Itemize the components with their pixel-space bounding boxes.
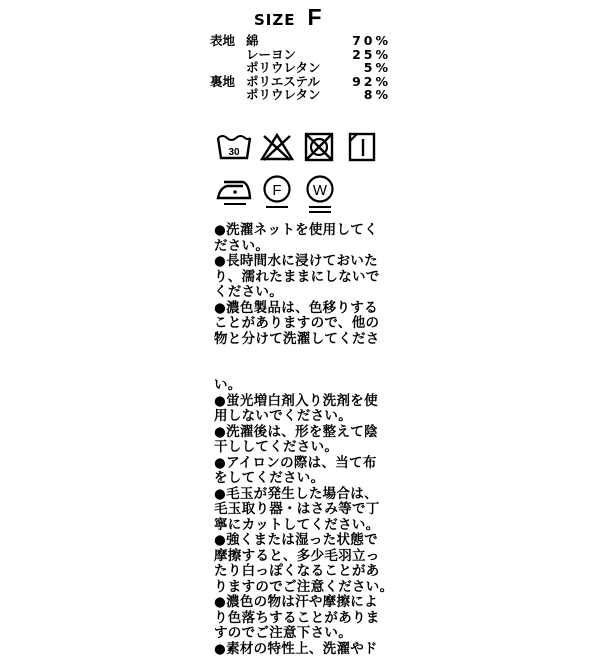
note-line: 用しないでください。 [214, 409, 386, 425]
note-line: 寧にカットしてください。 [214, 518, 386, 534]
fabric-percent: 25% [352, 48, 391, 62]
fabric-row [210, 34, 388, 48]
care-notes-top [214, 223, 386, 347]
fabric-material: ポリウレタン [246, 61, 364, 75]
fabric-material: ポリエステル [246, 75, 352, 89]
note-line: 摩擦すると、多少毛羽立っ [214, 549, 386, 565]
fabric-percent: 8% [364, 88, 391, 102]
fabric-percent: 70% [352, 34, 391, 48]
fabric-row [210, 88, 388, 102]
note-line: たり白っぽくなることがあ [214, 564, 386, 580]
fabric-row [210, 61, 388, 75]
no-bleach-icon [260, 132, 294, 162]
size-label: SIZE [254, 11, 296, 29]
note-line: り、濡れたままにしないで [214, 270, 386, 286]
size-value: F [308, 4, 322, 31]
note-line: をしてください。 [214, 471, 386, 487]
iron-low-icon [216, 176, 254, 206]
fabric-category: 表地 [210, 34, 246, 48]
note-line: すのでご注意下さい。 [214, 626, 386, 642]
note-line: ●洗濯後は、形を整えて陰 [214, 425, 386, 441]
note-line: ●濃色の物は汗や摩擦によ [214, 595, 386, 611]
fabric-category [210, 48, 246, 62]
note-line: ことがありますので、他の [214, 316, 386, 332]
note-line: 毛玉取り器・はさみ等で丁 [214, 502, 386, 518]
wash-temp-label: 30 [228, 147, 240, 158]
wet-clean-w-icon [304, 174, 336, 216]
dry-clean-letter: F [272, 182, 281, 199]
fabric-percent: 5% [364, 61, 391, 75]
fabric-category [210, 61, 246, 75]
fabric-composition [210, 34, 388, 102]
note-line: 干ししてください。 [214, 440, 386, 456]
note-line: ださい。 [214, 239, 386, 255]
wash-tub-30-icon [216, 132, 252, 162]
care-notes-bottom [214, 378, 386, 657]
note-line: ●長時間水に浸けておいた [214, 254, 386, 270]
note-line: ●素材の特性上、洗濯やド [214, 642, 386, 657]
no-tumble-dry-icon [304, 132, 334, 162]
fabric-category: 裏地 [210, 75, 246, 89]
fabric-category [210, 88, 246, 102]
wet-clean-letter: W [313, 182, 328, 199]
note-line: ●蛍光増白剤入り洗剤を使 [214, 394, 386, 410]
note-line: ●洗濯ネットを使用してく [214, 223, 386, 239]
fabric-percent: 92% [352, 75, 391, 89]
note-line: い。 [214, 378, 386, 394]
note-line: り色落ちすることがありま [214, 611, 386, 627]
fabric-row [210, 75, 388, 89]
fabric-material: ポリウレタン [246, 88, 364, 102]
note-line: りますのでご注意ください。 [214, 580, 386, 596]
size-row [254, 4, 322, 32]
fabric-material: 綿 [246, 34, 352, 48]
note-line: ●強くまたは湿った状態で [214, 533, 386, 549]
note-line: ●アイロンの際は、当て布 [214, 456, 386, 472]
fabric-material: レーヨン [246, 48, 352, 62]
fabric-row [210, 48, 388, 62]
note-line: ください。 [214, 285, 386, 301]
note-line: 物と分けて洗濯してくださ [214, 332, 386, 348]
note-line: ●毛玉が発生した場合は、 [214, 487, 386, 503]
care-symbols [212, 130, 382, 214]
line-dry-shade-icon [348, 132, 376, 162]
dry-clean-f-icon [262, 174, 292, 212]
note-line: ●濃色製品は、色移りする [214, 301, 386, 317]
